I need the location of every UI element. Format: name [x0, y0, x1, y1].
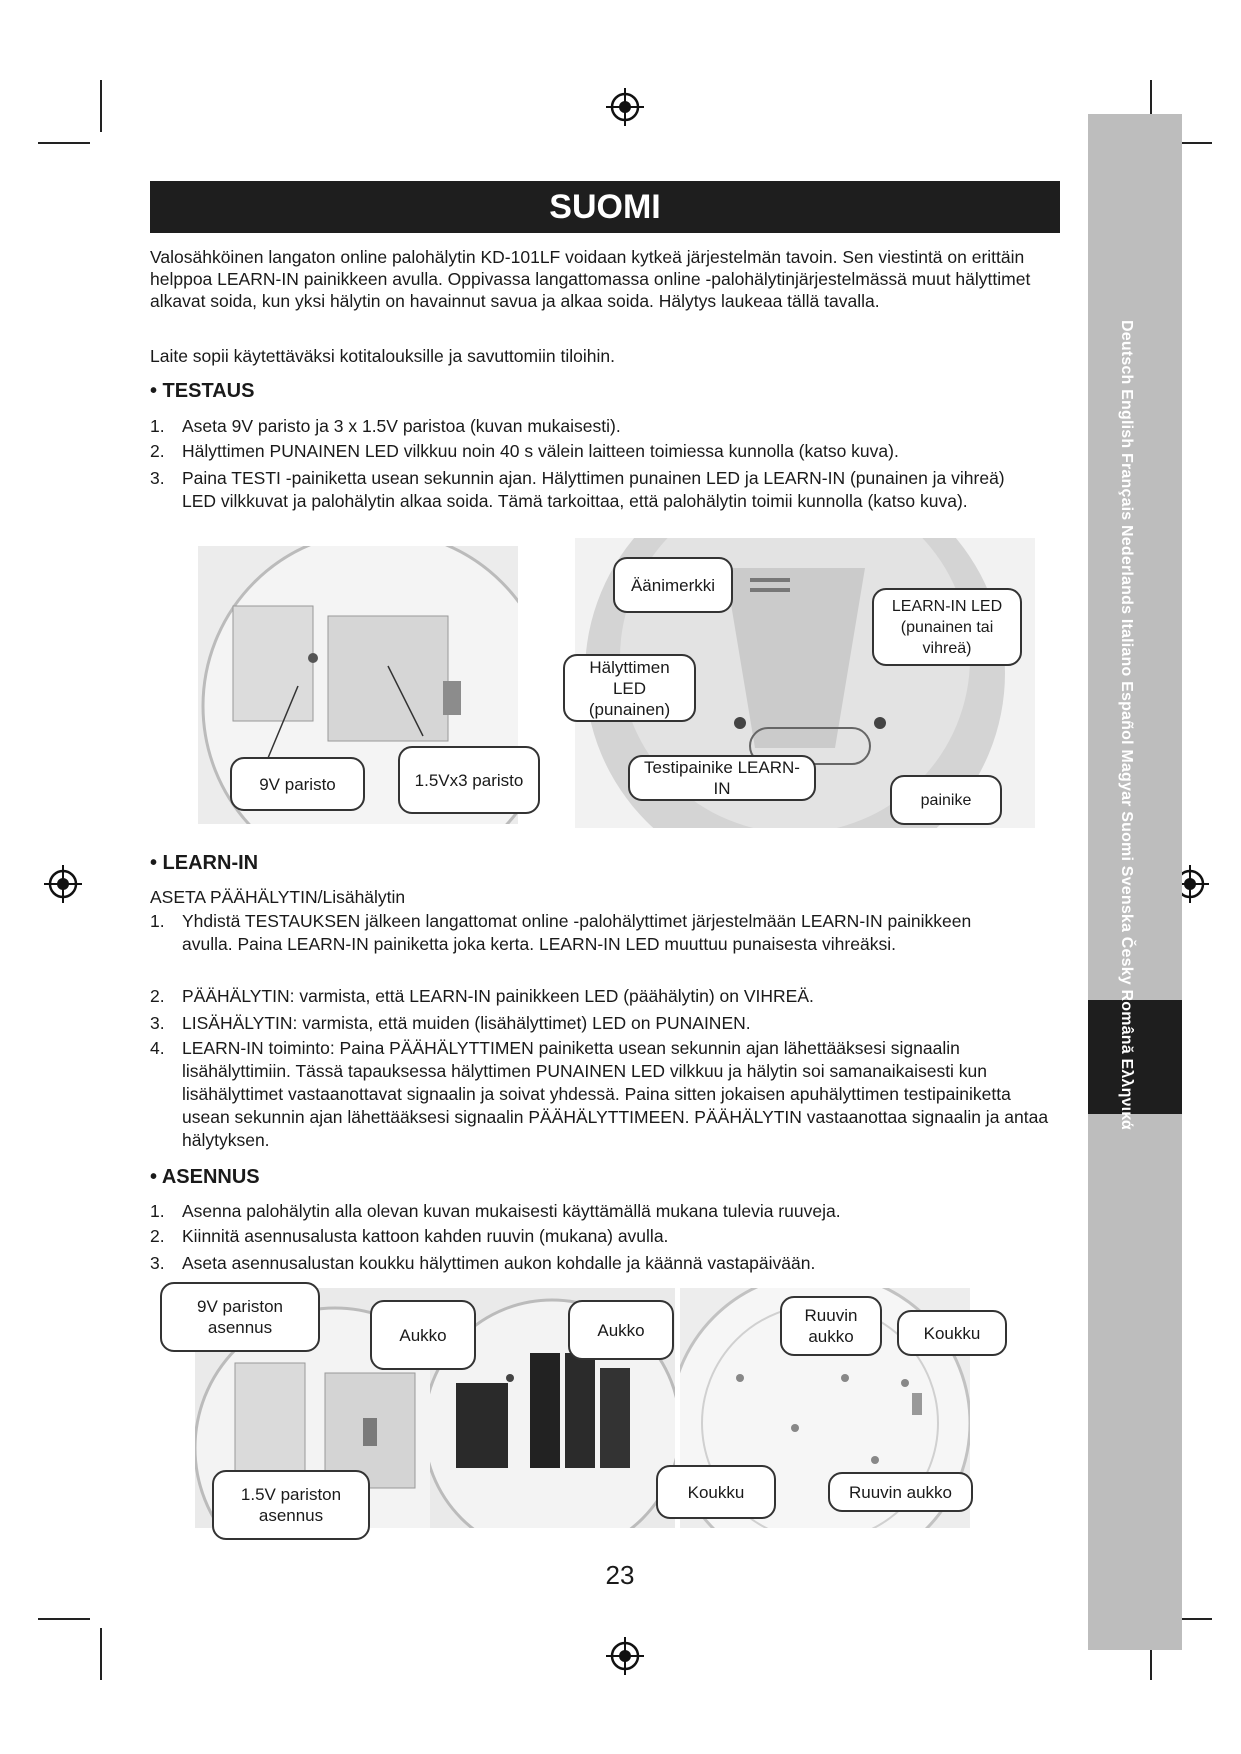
- callout-15v-install: 1.5V pariston asennus: [212, 1470, 370, 1540]
- list-text: Aseta 9V paristo ja 3 x 1.5V paristoa (kuvan mukaisesti).: [182, 416, 621, 436]
- callout-koukku-right: Koukku: [897, 1310, 1007, 1356]
- list-text: Hälyttimen PUNAINEN LED vilkkuu noin 40 s välein laitteen toimiessa kunnolla (katso kuva).: [182, 441, 899, 461]
- callout-aanimerkki: Äänimerkki: [613, 557, 733, 613]
- callout-9v-install: 9V pariston asennus: [160, 1282, 320, 1352]
- section-heading-testaus: • TESTAUS: [150, 380, 255, 402]
- list-item: [150, 1037, 1060, 1157]
- list-item: [150, 440, 1060, 464]
- crop-mark: [38, 1618, 90, 1620]
- registration-mark-icon: [605, 1636, 645, 1676]
- list-number: 3.: [150, 1013, 165, 1033]
- list-item: [150, 910, 1060, 982]
- list-number: 1.: [150, 911, 165, 931]
- list-text: Yhdistä TESTAUKSEN jälkeen langattomat online -palohälyttimet järjestelmään LEARN-IN painikkeen avulla. Paina LEARN-IN painiketta joka kerta. LEARN-IN LED muuttuu punaisesta vihreäksi.: [182, 911, 972, 954]
- section-heading-asennus: • ASENNUS: [150, 1166, 260, 1188]
- list-item: [150, 985, 1060, 1009]
- language-sidebar: [1088, 114, 1182, 1650]
- crop-mark: [100, 80, 102, 132]
- list-item: [150, 1252, 1060, 1276]
- list-number: 2.: [150, 986, 165, 1006]
- callout-9v-battery: 9V paristo: [230, 757, 365, 811]
- list-text: Aseta asennusalustan koukku hälyttimen aukon kohdalle ja käännä vastapäivään.: [182, 1253, 816, 1273]
- intro-paragraph: Valosähköinen langaton online palohälytin KD-101LF voidaan kytkeä järjestelmän tavoin. Sen viestintä on erittäin helppoa LEARN-IN painikkeen avulla. Oppivassa langattomassa online -palohälytinjärjestelmässä muut hälyttimet alkavat soida, kun yksi hälytin on havainnut savua ja alkaa soida. Hälytys laukeaa tällä tavalla.: [150, 247, 1031, 311]
- list-number: 1.: [150, 416, 165, 436]
- list-text: Asenna palohälytin alla olevan kuvan mukaisesti käyttämällä mukana tulevia ruuveja.: [182, 1201, 841, 1221]
- list-text: Paina TESTI -painiketta usean sekunnin ajan. Hälyttimen punainen LED ja LEARN-IN (punainen ja vihreä) LED vilkkuvat ja palohälytin alkaa soida. Tämä tarkoittaa, että palohälytin toimii kunnolla (katso kuva).: [182, 468, 1005, 511]
- learn-in-subheading: ASETA PÄÄHÄLYTIN/Lisähälytin: [150, 887, 406, 907]
- page-number: 23: [605, 1560, 635, 1590]
- list-item: [150, 1012, 1060, 1036]
- callout-painike: painike: [890, 775, 1002, 825]
- callout-learn-in-led: LEARN-IN LED (punainen tai vihreä): [872, 588, 1022, 666]
- list-number: 2.: [150, 441, 165, 461]
- list-item: [150, 467, 1060, 539]
- crop-mark: [100, 1628, 102, 1680]
- registration-mark-icon: [43, 864, 83, 904]
- callout-aukko-1: Aukko: [370, 1300, 476, 1370]
- callout-koukku-bottom: Koukku: [656, 1465, 776, 1519]
- list-text: LEARN-IN toiminto: Paina PÄÄHÄLYTTIMEN painiketta usean sekunnin ajan lähettääksesi signaalin lisähälyttimiin. Tässä tapauksessa hälyttimen PUNAINEN LED vilkkuu ja hälytin soi samanaikaisesti kun lisähälyttimet vastaanottavat signaalin ja soivat yhdessä. Paina sitten jokaisen apuhälyttimen testipainiketta usean sekunnin ajan lähettääksesi signaalin PÄÄHÄLYTTIMEEN. PÄÄHÄLYTIN vastaanottaa signaalin ja antaa hälytyksen.: [182, 1038, 1049, 1150]
- list-item: [150, 1200, 1060, 1224]
- list-text: Kiinnitä asennusalusta kattoon kahden ruuvin (mukana) avulla.: [182, 1226, 669, 1246]
- language-list: Deutsch English Français Nederlands Italiano Español Magyar Suomi Svenska Česky Română Ελληνικά: [1118, 320, 1135, 1130]
- list-number: 2.: [150, 1226, 165, 1246]
- language-sidebar-highlight: [1088, 1000, 1182, 1114]
- callout-testipainike: Testipainike LEARN-IN: [628, 755, 816, 801]
- callout-15v-batteries: 1.5Vx3 paristo: [398, 746, 540, 814]
- callout-ruuvin-aukko-bottom: Ruuvin aukko: [828, 1472, 973, 1512]
- list-number: 4.: [150, 1038, 165, 1058]
- registration-mark-icon: [605, 87, 645, 127]
- callout-ruuvin-aukko-top: Ruuvin aukko: [780, 1296, 882, 1356]
- list-item: [150, 415, 1060, 439]
- crop-mark: [38, 142, 90, 144]
- list-number: 3.: [150, 1253, 165, 1273]
- list-number: 3.: [150, 468, 165, 488]
- list-item: [150, 1225, 1060, 1249]
- section-heading-learn-in: • LEARN-IN: [150, 852, 259, 874]
- list-text: PÄÄHÄLYTIN: varmista, että LEARN-IN painikkeen LED (päähälytin) on VIHREÄ.: [182, 986, 814, 1006]
- intro-paragraph: Laite sopii käytettäväksi kotitalouksille ja savuttomiin tiloihin.: [150, 346, 615, 366]
- page-title: SUOMI: [150, 181, 1060, 233]
- callout-aukko-2: Aukko: [568, 1300, 674, 1360]
- list-text: LISÄHÄLYTIN: varmista, että muiden (lisähälyttimet) LED on PUNAINEN.: [182, 1013, 751, 1033]
- callout-halyttimen-led: Hälyttimen LED (punainen): [563, 654, 696, 722]
- list-number: 1.: [150, 1201, 165, 1221]
